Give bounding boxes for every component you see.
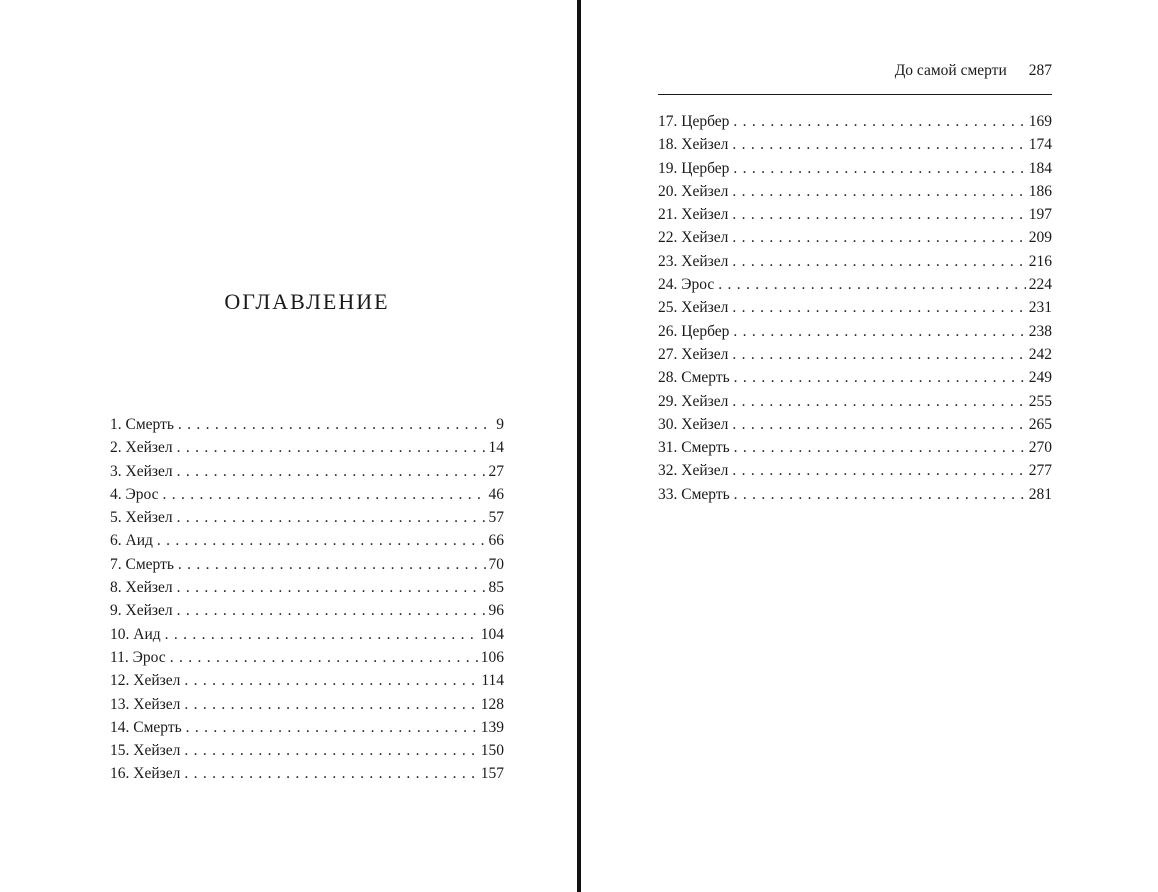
toc-entry-label: 17. Цербер	[658, 113, 730, 130]
right-page	[581, 0, 1158, 892]
toc-entry	[658, 157, 1052, 180]
toc-entry-page: 216	[1028, 252, 1052, 270]
toc-entry	[658, 110, 1052, 133]
toc-leader-dots	[157, 529, 486, 552]
toc-leader-dots	[732, 459, 1025, 482]
toc-entry-label: 25. Хейзел	[658, 299, 729, 317]
toc-entry-page: 66	[488, 532, 504, 550]
running-head	[658, 62, 1052, 80]
running-title: До самой смерти	[894, 62, 1007, 79]
toc-list-right	[658, 110, 1052, 506]
toc-leader-dots	[733, 157, 1025, 180]
toc-entry	[658, 133, 1052, 156]
toc-leader-dots	[177, 576, 486, 599]
toc-entry	[110, 693, 504, 716]
toc-entry-page: 96	[488, 602, 504, 620]
toc-entry	[110, 553, 504, 576]
toc-entry-label: 27. Хейзел	[658, 345, 729, 363]
toc-list-left	[110, 413, 504, 786]
toc-entry	[658, 413, 1052, 436]
toc-entry-page: 128	[480, 695, 504, 713]
toc-entry-label: 7. Смерть	[110, 555, 174, 573]
toc-entry-label: 28. Смерть	[658, 369, 730, 387]
toc-leader-dots	[732, 226, 1025, 249]
toc-leader-dots	[184, 762, 477, 785]
toc-entry	[658, 459, 1052, 482]
toc-entry-page: 209	[1028, 229, 1052, 247]
toc-leader-dots	[732, 203, 1025, 226]
toc-entry-page: 231	[1028, 299, 1052, 317]
toc-entry-page: 9	[496, 416, 504, 433]
toc-entry	[110, 623, 504, 646]
toc-entry-page: 27	[488, 462, 504, 480]
toc-entry-page: 104	[480, 625, 504, 643]
toc-entry-page: 249	[1028, 369, 1052, 387]
toc-entry-label: 8. Хейзел	[110, 579, 173, 597]
toc-entry	[658, 250, 1052, 273]
toc-leader-dots	[718, 273, 1026, 296]
toc-entry	[110, 483, 504, 506]
toc-entry-label: 29. Хейзел	[658, 392, 729, 410]
toc-entry-page: 114	[481, 672, 504, 690]
toc-entry-page: 238	[1028, 322, 1052, 340]
toc-entry	[658, 226, 1052, 249]
toc-leader-dots	[732, 250, 1025, 273]
toc-entry-label: 33. Смерть	[658, 485, 730, 503]
toc-title: оглавление	[224, 280, 390, 316]
toc-entry-page: 70	[488, 555, 504, 573]
left-page	[0, 0, 577, 892]
toc-leader-dots	[732, 180, 1025, 203]
toc-leader-dots	[186, 716, 478, 739]
toc-leader-dots	[184, 693, 477, 716]
toc-entry-label: 22. Хейзел	[658, 229, 729, 247]
toc-entry-label: 3. Хейзел	[110, 462, 173, 480]
toc-entry	[658, 390, 1052, 413]
toc-entry-label: 18. Хейзел	[658, 136, 729, 154]
toc-entry-page: 197	[1028, 206, 1052, 224]
toc-entry-label: 24. Эрос	[658, 276, 715, 294]
toc-entry-label: 14. Смерть	[110, 718, 182, 736]
toc-entry-label: 10. Аид	[110, 625, 161, 643]
toc-entry-page: 85	[488, 579, 504, 597]
toc-entry	[110, 529, 504, 552]
toc-entry-label: 32. Хейзел	[658, 462, 729, 480]
toc-leader-dots	[732, 413, 1025, 436]
toc-leader-dots	[734, 366, 1026, 389]
toc-leader-dots	[184, 669, 478, 692]
toc-entry	[110, 762, 504, 785]
toc-entry-page: 150	[480, 742, 504, 760]
toc-entry	[658, 343, 1052, 366]
toc-entry-page: 186	[1028, 182, 1052, 200]
toc-entry-label: 19. Цербер	[658, 159, 730, 177]
toc-entry-label: 31. Смерть	[658, 439, 730, 457]
toc-leader-dots	[165, 623, 478, 646]
toc-entry-label: 9. Хейзел	[110, 602, 173, 620]
toc-entry	[110, 460, 504, 483]
toc-leader-dots	[177, 506, 486, 529]
toc-entry-page: 277	[1028, 462, 1052, 480]
toc-entry-page: 270	[1028, 439, 1052, 457]
toc-leader-dots	[163, 483, 486, 506]
toc-entry-label: 13. Хейзел	[110, 695, 181, 713]
toc-entry-page: 14	[488, 439, 504, 457]
toc-entry	[658, 436, 1052, 459]
toc-leader-dots	[732, 296, 1025, 319]
toc-leader-dots	[732, 343, 1025, 366]
toc-entry	[110, 506, 504, 529]
toc-entry-page: 57	[488, 509, 504, 527]
toc-leader-dots	[733, 320, 1025, 343]
toc-entry-label: 16. Хейзел	[110, 765, 181, 783]
toc-entry	[110, 646, 504, 669]
toc-entry	[110, 739, 504, 762]
toc-entry	[110, 669, 504, 692]
toc-entry	[658, 366, 1052, 389]
toc-entry	[658, 296, 1052, 319]
toc-entry-page: 224	[1028, 276, 1052, 294]
toc-leader-dots	[177, 436, 486, 459]
toc-entry-label: 2. Хейзел	[110, 439, 173, 457]
toc-entry-label: 6. Аид	[110, 532, 153, 550]
toc-entry	[658, 180, 1052, 203]
toc-entry-label: 1. Смерть	[110, 416, 174, 433]
toc-leader-dots	[732, 133, 1025, 156]
toc-entry-label: 4. Эрос	[110, 485, 159, 503]
toc-entry	[110, 716, 504, 739]
toc-entry-label: 15. Хейзел	[110, 742, 181, 760]
toc-entry	[658, 203, 1052, 226]
toc-entry-page: 281	[1028, 485, 1052, 503]
toc-entry-label: 5. Хейзел	[110, 509, 173, 527]
toc-entry	[110, 576, 504, 599]
toc-leader-dots	[177, 460, 486, 483]
toc-entry-page: 169	[1028, 113, 1052, 130]
toc-entry-page: 255	[1028, 392, 1052, 410]
toc-entry-page: 46	[488, 485, 504, 503]
toc-leader-dots	[170, 646, 478, 669]
toc-entry-page: 265	[1028, 415, 1052, 433]
page-number: 287	[1028, 62, 1052, 79]
toc-entry-page: 139	[480, 718, 504, 736]
toc-entry-label: 23. Хейзел	[658, 252, 729, 270]
toc-leader-dots	[733, 110, 1025, 133]
toc-entry	[110, 436, 504, 459]
toc-entry-label: 21. Хейзел	[658, 206, 729, 224]
toc-leader-dots	[184, 739, 477, 762]
header-rule	[658, 94, 1052, 95]
toc-leader-dots	[734, 483, 1026, 506]
toc-entry	[658, 273, 1052, 296]
toc-leader-dots	[178, 413, 493, 436]
toc-entry	[658, 483, 1052, 506]
toc-entry-label: 11. Эрос	[110, 648, 166, 666]
toc-entry-label: 30. Хейзел	[658, 415, 729, 433]
toc-entry	[110, 413, 504, 436]
toc-entry-page: 106	[480, 648, 504, 666]
toc-leader-dots	[178, 553, 486, 576]
toc-entry-page: 242	[1028, 345, 1052, 363]
toc-entry	[110, 599, 504, 622]
toc-entry-page: 157	[480, 765, 504, 783]
toc-leader-dots	[732, 390, 1025, 413]
toc-entry-page: 184	[1028, 159, 1052, 177]
toc-leader-dots	[734, 436, 1026, 459]
toc-entry-label: 20. Хейзел	[658, 182, 729, 200]
toc-leader-dots	[177, 599, 486, 622]
toc-entry-label: 26. Цербер	[658, 322, 730, 340]
toc-entry	[658, 320, 1052, 343]
toc-entry-page: 174	[1028, 136, 1052, 154]
toc-entry-label: 12. Хейзел	[110, 672, 181, 690]
